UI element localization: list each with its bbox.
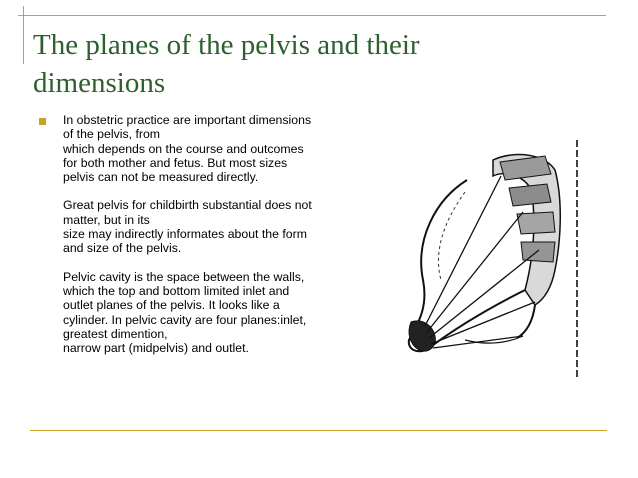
pelvis-planes-illustration — [405, 140, 585, 380]
paragraph-1: In obstetric practice are important dimensions of the pelvis, from which depends on the course and outcomes for both mother and fetus. But most sizes pelvis can not be measured directly. — [63, 113, 312, 185]
decorative-bottom-rule — [30, 430, 607, 431]
decorative-top-rule — [18, 15, 606, 16]
paragraph-2: Great pelvis for childbirth substantial does not matter, but in its size may indirectly informates about the form and size of the pelvis. — [63, 198, 312, 256]
square-bullet-icon — [39, 118, 46, 125]
slide-title: The planes of the pelvis and their dimensions — [33, 29, 420, 99]
slide-body — [63, 113, 375, 355]
paragraph-3: Pelvic cavity is the space between the walls, which the top and bottom limited inlet and outlet planes of the pelvis. It looks like a cylinder. In pelvic cavity are four planes:inlet, greatest dimention, narrow part (midpelvis) and outlet. — [63, 269, 307, 356]
pelvis-sagittal-drawing — [405, 140, 585, 380]
